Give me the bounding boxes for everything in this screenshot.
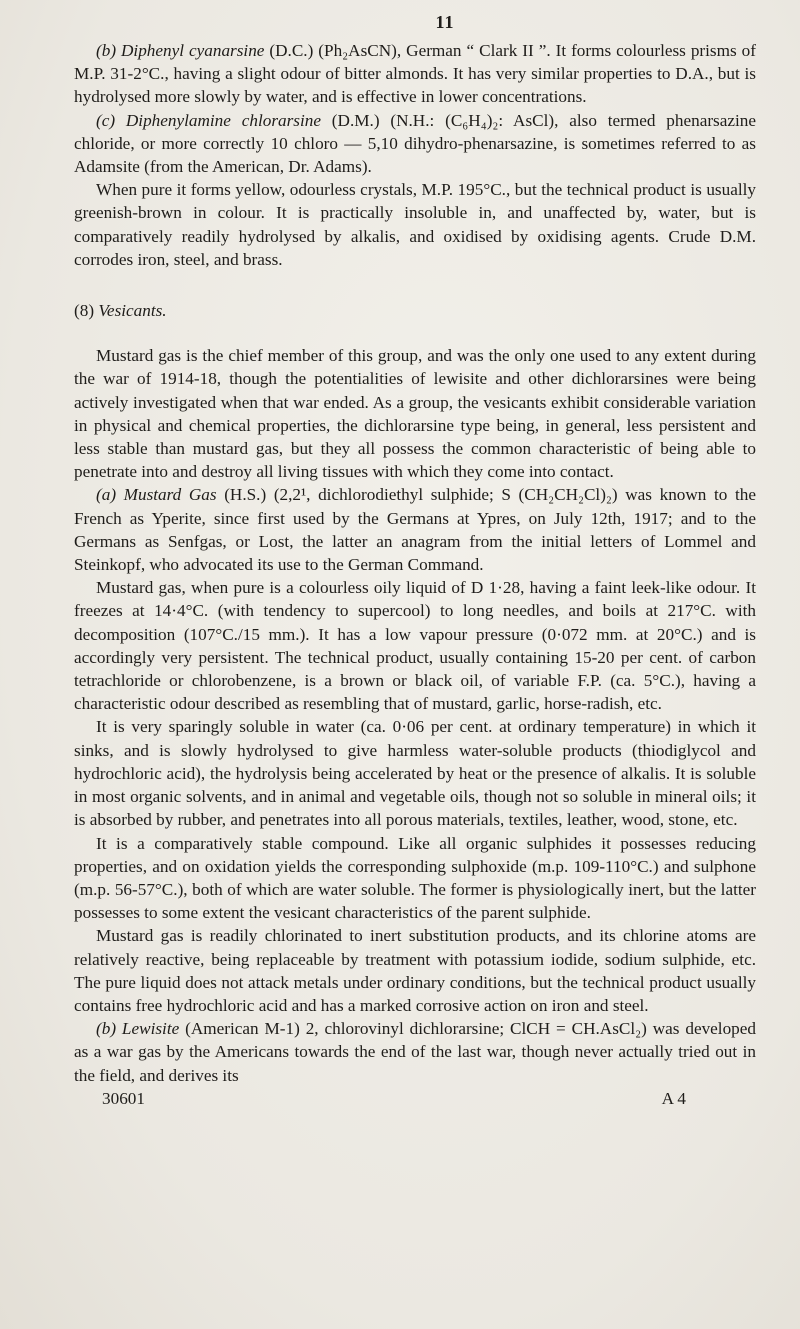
print-code: 30601 (102, 1088, 145, 1108)
paragraph-text: Mustard gas is the chief member of this group, and was the only one used to any extent during the war of 1914-18, though the potentialities of lewisite and other dichlorarsines were being actively investigated when that war ended. As a group, the vesicants exhibit considerable variation in physical and chemical properties, the dichlorarsine type being, in general, less persistent and less stable than mustard gas, but they all possess the common characteristic of being able to penetrate into and destroy all living tissues with which they come into contact. (74, 346, 756, 482)
paragraph-text: (American M-1) 2, chlorovinyl dichlorarsine; ClCH = CH.AsCl₂) was developed as a war gas by the Americans towards the end of the last war, though never actually tried out in the field, and derives its (74, 1019, 756, 1085)
section-title: Vesicants. (98, 301, 167, 321)
paragraph-lead: (c) Diphenylamine chlorarsine (96, 110, 321, 130)
paragraph-text: It is a comparatively stable compound. Like all organic sulphides it possesses reducing properties, and on oxidation yields the corresponding sulphoxide (m.p. 109-110°C.) and sulphone (m.p. 56-57°C.), both of which are water soluble. The former is physiologically inert, but the latter possesses to some extent the vesicant characteristics of the parent sulphide. (74, 833, 756, 923)
paragraph (74, 924, 756, 1017)
paragraph-text: Mustard gas, when pure is a colourless oily liquid of D 1·28, having a faint leek-like odour. It freezes at 14·4°C. (with tendency to supercool) to long needles, and boils at 217°C. with decomposition (107°C./15 mm.). It has a low vapour pressure (0·072 mm. at 20°C.) and is accordingly very persistent. The technical product, usually containing 15-20 per cent. of carbon tetrachloride or chlorobenzene, is a brown or black oil, of variable F.P. (ca. 5°C.), having a characteristic odour described as resembling that of mustard, garlic, horse-radish, etc. (74, 578, 756, 714)
paragraph-text: (D.M.) (N.H.: (C₆H₄)₂: AsCl), also termed phenarsazine chloride, or more correctly 10 chloro — 5,10 dihydro-phenarsazine, is sometimes referred to as Adamsite (from the American, Dr. Adams). (74, 110, 756, 177)
paragraph (74, 576, 756, 715)
paragraph-text: (H.S.) (2,2¹, dichlorodiethyl sulphide; S (CH₂CH₂Cl)₂) was known to the French as Yperite, since first used by the Germans at Ypres, on July 12th, 1917; and to the Germans as Senfgas, or Lost, the latter an anagram from the initial letters of Lommel and Steinkopf, who advocated its use to the German Command. (74, 485, 756, 575)
paragraph-lead: (a) Mustard Gas (96, 485, 217, 505)
paragraph-text: Mustard gas is readily chlorinated to inert substitution products, and its chlorine atoms are relatively reactive, being replaceable by treatment with potassium iodide, sodium sulphide, etc. The pure liquid does not attack metals under ordinary conditions, but the technical product usually contains free hydrochloric acid and has a marked corrosive action on iron and steel. (74, 926, 756, 1015)
paragraph (74, 344, 756, 483)
section-number: (8) (74, 301, 95, 321)
paragraph (74, 178, 756, 271)
paragraph (74, 109, 756, 179)
paragraph (74, 483, 756, 576)
paragraph-text: (D.C.) (Ph₂AsCN), German “ Clark II ”. It forms colourless prisms of M.P. 31-2°C., having a slight odour of bitter almonds. It has very similar properties to D.A., but is hydrolysed more slowly by water, and is effective in lower concentrations. (74, 41, 756, 107)
body-before (74, 39, 756, 271)
section-heading (74, 299, 756, 322)
paragraph (74, 832, 756, 925)
paragraph-lead: (b) Lewisite (96, 1019, 180, 1039)
page-footer (74, 1087, 756, 1110)
page-number: 11 (435, 12, 455, 32)
paragraph (74, 1017, 756, 1087)
signature-mark: A 4 (661, 1088, 686, 1108)
body-after (74, 344, 756, 1087)
paragraph-text: It is very sparingly soluble in water (ca. 0·06 per cent. at ordinary temperature) in which it sinks, and is slowly hydrolysed to give harmless water-soluble products (thiodiglycol and hydrochloric acid), the hydrolysis being accelerated by heat or the presence of alkalis. It is soluble in most organic solvents, and in animal and vegetable oils, though not so soluble in mineral oils; it is absorbed by rubber, and penetrates into all porous materials, textiles, leather, wood, stone, etc. (74, 717, 756, 830)
paragraph (74, 715, 756, 831)
paragraph (74, 39, 756, 109)
paragraph-lead: (b) Diphenyl cyanarsine (96, 41, 265, 60)
paragraph-text: When pure it forms yellow, odourless crystals, M.P. 195°C., but the technical product is usually greenish-brown in colour. It is practically insoluble in, and unaffected by, water, but is comparatively readily hydrolysed by alkalis, and oxidised by oxidising agents. Crude D.M. corrodes iron, steel, and brass. (74, 180, 756, 269)
